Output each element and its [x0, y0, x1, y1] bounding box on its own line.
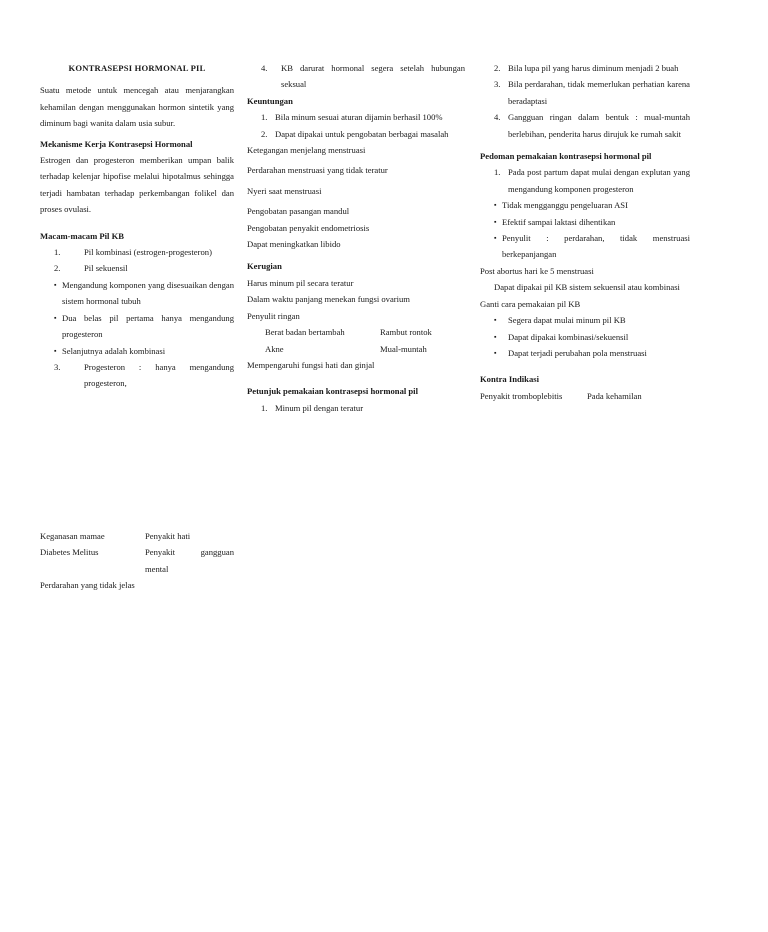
bullet-icon: ▪ — [494, 217, 497, 226]
list-text: Minum pil dengan teratur — [275, 402, 364, 413]
bullet-item — [480, 214, 690, 230]
contraindication: Diabetes Melitus — [40, 547, 99, 558]
list-number: 2. — [261, 128, 268, 139]
contraindication: Penyakit hati — [145, 531, 191, 541]
bullet-text: Segera dapat mulai minum pil KB — [508, 315, 626, 326]
column-right — [480, 60, 690, 404]
page-title: KONTRASEPSI HORMONAL PIL — [68, 63, 206, 73]
bullet-icon: ▪ — [494, 332, 497, 341]
bullet-text: Efektif sampai laktasi dihentikan — [502, 216, 616, 227]
column-middle — [247, 60, 465, 416]
disadvantage-line: Penyulit ringan — [247, 310, 300, 321]
list-text: Gangguan ringan dalam bentuk : mual-muntah berlebihan, penderita harus dirujuk ke rumah sakit — [508, 112, 690, 139]
list-number: 3. — [494, 79, 501, 90]
contraindication: Perdarahan yang tidak jelas — [40, 580, 135, 591]
list-text: Pil kombinasi (estrogen-progesteron) — [84, 247, 212, 258]
bullet-text: Dua belas pil pertama hanya mengandung progesteron — [62, 312, 234, 340]
side-effect: Rambut rontok — [380, 327, 432, 338]
list-item — [480, 60, 690, 76]
list-text: Pada post partum dapat mulai dengan explutan yang mengandung komponen progesteron — [508, 167, 690, 194]
disadvantages-heading: Kerugian — [247, 261, 282, 272]
advantages-heading: Keuntungan — [247, 95, 293, 106]
bullet-item — [40, 310, 234, 343]
side-effect: Berat badan bertambah — [265, 327, 345, 338]
list-number: 1. — [261, 402, 268, 413]
contraindication-row — [480, 388, 690, 404]
list-item — [480, 164, 690, 197]
bullet-text: Mengandung komponen yang disesuaikan dengan sistem hormonal tubuh — [62, 279, 234, 307]
list-number: 4. — [261, 63, 268, 73]
bullet-item — [480, 230, 690, 263]
side-effect: Mual-muntah — [380, 343, 427, 354]
bullet-item — [480, 345, 690, 361]
contraindication: Penyakit tromboplebitis — [480, 390, 563, 401]
guideline-line: Post abortus hari ke 5 menstruasi — [480, 265, 594, 276]
bullet-icon: ▪ — [494, 316, 497, 325]
contraindication: Pada kehamilan — [587, 390, 642, 401]
side-effect: Akne — [265, 343, 284, 354]
contraindications-heading: Kontra Indikasi — [480, 374, 539, 385]
types-heading: Macam-macam Pil KB — [40, 230, 125, 241]
list-text: Dapat dipakai untuk pengobatan berbagai masalah — [275, 128, 449, 139]
list-number: 1. — [494, 167, 501, 178]
list-item — [40, 244, 234, 260]
list-item — [40, 359, 234, 392]
disadvantage-line: Harus minum pil secara teratur — [247, 277, 354, 288]
list-text: Bila lupa pil yang harus diminum menjadi 2 buah — [508, 63, 679, 73]
advantage-line: Pengobatan penyakit endometriosis — [247, 222, 370, 233]
advantage-line: Ketegangan menjelang menstruasi — [247, 145, 366, 156]
list-text: KB darurat hormonal segera setelah hubungan seksual — [281, 63, 465, 90]
bullet-icon: ▪ — [54, 280, 57, 289]
instructions-heading: Petunjuk pemakaian kontrasepsi hormonal pil — [247, 386, 418, 397]
contraindication-row — [40, 528, 234, 544]
list-item — [480, 76, 690, 109]
bullet-text: Dapat dipakai kombinasi/sekuensil — [508, 331, 629, 342]
list-text: Bila minum sesuai aturan dijamin berhasil 100% — [275, 112, 443, 123]
bullet-icon: ▪ — [494, 201, 497, 210]
column-left — [40, 60, 234, 392]
list-number: 2. — [54, 263, 61, 274]
list-number: 1. — [54, 247, 61, 258]
list-text: Bila perdarahan, tidak memerlukan perhatian karena beradaptasi — [508, 79, 690, 106]
list-item — [480, 109, 690, 142]
list-number: 2. — [494, 63, 501, 73]
advantage-line: Nyeri saat menstruasi — [247, 185, 322, 196]
bullet-item — [480, 197, 690, 213]
advantage-line: Dapat meningkatkan libido — [247, 239, 341, 250]
contraindication: Keganasan mamae — [40, 531, 105, 541]
bullet-item — [40, 277, 234, 310]
guideline-line: Dapat dipakai pil KB sistem sekuensil atau kombinasi — [494, 282, 680, 293]
contraindications-continued — [40, 528, 234, 594]
list-number: 4. — [494, 112, 501, 123]
bullet-item — [40, 343, 234, 359]
guidelines-heading: Pedoman pemakaian kontrasepsi hormonal pil — [480, 151, 652, 162]
list-text: Pil sekuensil — [84, 263, 128, 274]
bullet-item — [480, 312, 690, 328]
bullet-icon: ▪ — [54, 313, 57, 322]
bullet-icon: ▪ — [54, 346, 57, 355]
bullet-icon: ▪ — [494, 234, 497, 243]
bullet-text: Penyulit : perdarahan, tidak menstruasi berkepanjangan — [502, 233, 690, 260]
list-item — [247, 109, 465, 125]
list-item — [247, 60, 465, 93]
bullet-icon: ▪ — [494, 348, 497, 357]
advantage-line: Pengobatan pasangan mandul — [247, 206, 350, 217]
side-effects-row — [247, 324, 465, 340]
list-item — [40, 260, 234, 276]
list-text: Progesteron : hanya mengandung progesteron, — [84, 361, 234, 389]
list-number: 1. — [261, 112, 268, 123]
list-item — [247, 126, 465, 142]
contraindication-row — [40, 544, 234, 577]
list-item — [247, 400, 465, 416]
disadvantage-line: Mempengaruhi fungsi hati dan ginjal — [247, 359, 375, 370]
mechanism-paragraph: Estrogen dan progesteron memberikan umpan balik terhadap kelenjar hipofise melalui hipotalmus sehingga terjadi hambatan terhadap perkembangan folikel dan proses ovulasi. — [40, 155, 234, 215]
contraindication: Penyakit gangguan mental — [145, 547, 234, 574]
list-number: 3. — [54, 361, 61, 372]
bullet-text: Selanjutnya adalah kombinasi — [62, 345, 166, 356]
disadvantage-line: Dalam waktu panjang menekan fungsi ovarium — [247, 294, 410, 305]
side-effects-row — [247, 341, 465, 357]
intro-paragraph: Suatu metode untuk mencegah atau menjarangkan kehamilan dengan menggunakan hormon sintetik yang diminum bagi wanita dalam usia subur. — [40, 85, 234, 129]
advantage-line: Perdarahan menstruasi yang tidak teratur — [247, 165, 388, 176]
bullet-text: Dapat terjadi perubahan pola menstruasi — [508, 347, 647, 358]
bullet-text: Tidak mengganggu pengeluaran ASI — [502, 200, 628, 211]
mechanism-heading: Mekanisme Kerja Kontrasepsi Hormonal — [40, 138, 193, 149]
bullet-item — [480, 329, 690, 345]
guideline-line: Ganti cara pemakaian pil KB — [480, 298, 581, 309]
